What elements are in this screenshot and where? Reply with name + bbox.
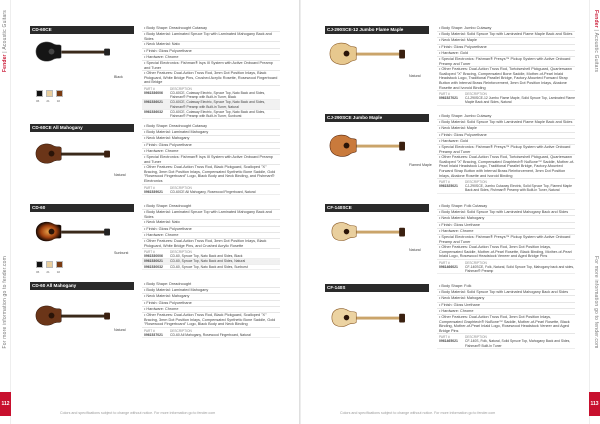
spec-item: • Body Shape: Dreadnought (142, 282, 280, 288)
spec-item: • Finish: Gloss Polyurethane (142, 227, 280, 233)
parts-header: PART # DESCRIPTION (439, 335, 487, 340)
spec-item: • Other Features: Dual-Action Truss Rod, 3mm Dot Position Inlays, Compensated Graphtech® NuBone™ Saddle, Mother-of-Pearl Rosette, Black Binding, Mother-of-Pearl Inlaid Logo, Rosewood Headstock Veneer and Aged Bridge Pins (437, 315, 575, 334)
spec-item: • Hardware: Gold (437, 139, 575, 145)
spec-item: • Other Features: Dual-Action Truss Rod, 3mm Dot Position Inlays, Compensated Saddle, Mother-of-Pearl Rosette, Black Binding, Mother-of-Pearl Inlaid Logo, Rosewood Headstock Veneer and Aged Bridge Pins (437, 245, 575, 260)
part-row: 0961530021 CD-60, Spruce Top, Nato Back and Sides, Natural (142, 259, 280, 264)
spec-item: • Body Material: Solid Spruce Top with Laminated Mahogany Back and Sides (437, 290, 575, 296)
product-title: CD-60 (30, 204, 134, 212)
guitar-image (327, 38, 405, 73)
spec-item: • Body Shape: Dreadnought Cutaway (142, 26, 280, 32)
product-block (325, 114, 577, 210)
spec-item: • Hardware: Chrome (437, 229, 575, 235)
spec-item: • Body Material: Laminated Mahogany (142, 288, 280, 294)
swatch-black (36, 90, 43, 97)
part-row: 0961466021 CF-140SCE, Folk, Natural, Solid Spruce Top, Mahogany back and sides, Fishman® Preamp (439, 264, 575, 274)
spec-item: • Special Electronics: Fishman® Isys III System with Active Onboard Preamp and Tuner (142, 61, 280, 71)
spec-item: • Hardware: Chrome (142, 307, 280, 313)
spine-url-text: For more information go to fender.com (2, 256, 8, 349)
finish-label: Natural (409, 74, 421, 78)
spec-item: • Hardware: Chrome (142, 233, 280, 239)
spec-item: • Neck Material: Mahogany (437, 296, 575, 302)
spec-item: • Other Features: Dual-Action Truss Rod, Tortoiseshell Pickguard, Quartersawn Scalloped "X" Bracing, Compensated Graphtech® NuBone™ Saddle, Mother-of-Pearl Inlaid Headstock Logo, Traditional Parallel Bridge, Factory-Mounted Forward Strap Button with Internal Brass Reinforcement, 3mm Dot Position Inlays, Abalone Rosette and Ivoroid Binding (439, 155, 575, 178)
product-title: CD-60CE All Mahogany (30, 124, 134, 132)
part-row: 0961536006 CD-60CE, Cutaway Electric, Spruce Top, Nato Back and Sides, Fishman® Preamp with Built-in Tuner, Black (142, 91, 280, 100)
spec-list (142, 124, 280, 195)
spec-item: • Neck Material: Maple (437, 126, 575, 132)
finish-label: Natural (114, 173, 126, 177)
spec-item: • Other Features: Dual-Action Truss Rod, 3mm Dot Position Inlays, Black Pickguard, White Bridge Pins, and Crushed Acrylic Rosette (142, 239, 280, 249)
page-number: 112 (0, 392, 11, 416)
product-title: CD-60 All Mahogany (30, 282, 134, 290)
part-row: 0961527021 CJ-290SCE-12 Jumbo Flame Maple, Solid Spruce Top, Laminated Flame Maple Back and Sides, Natural (439, 96, 575, 105)
product-block (30, 282, 280, 362)
product-block (30, 204, 280, 280)
spec-item: • Body Material: Laminated Spruce Top with Laminated Mahogany Back and Sides (142, 32, 280, 42)
swatch-natural (46, 90, 53, 97)
parts-header: PART # DESCRIPTION (439, 260, 487, 265)
footer-note: Colors and specifications subject to change without notice. For more information go to fender.com (60, 411, 216, 415)
product-title: CF-140SCE (325, 204, 429, 212)
spec-item: • Neck Material: Nato (142, 42, 280, 48)
spec-item: • Body Shape: Jumbo Cutaway (437, 26, 575, 32)
page-number: 113 (589, 392, 600, 416)
part-row: 0961537021 CD-60 All Mahogany, Rosewood Fingerboard, Natural (142, 333, 280, 338)
swatch-natural (46, 261, 53, 268)
product-title: CJ-290SCE Jumbo Maple (325, 114, 429, 122)
spec-item: • Finish: Gloss Polyurethane (437, 45, 575, 51)
spec-list (437, 204, 575, 274)
spec-item: • Hardware: Chrome (142, 149, 280, 155)
spec-item: • Body Material: Solid Spruce Top with Laminated Flame Maple Back and Sides (437, 32, 575, 38)
spec-item: • Other Features: Dual-Action Truss Rod, Black Pickguard, Scalloped "X" Bracing, 3mm Dot Position Inlays, Compensated Synthetic Bone Saddle, Gold "Rosewood Fingerboard" Logo, Black Body and Neck Binding (142, 313, 280, 328)
finish-label: Flamed Maple (409, 163, 432, 167)
swatch-black (36, 261, 43, 268)
part-row: 0961539021 CD-60CE All Mahogany, Rosewood Fingerboard, Natural (142, 190, 280, 195)
spec-item: • Special Electronics: Fishman® Presys™ Pickup System with Active Onboard Preamp and Tuner (437, 57, 575, 67)
guitar-image (327, 130, 405, 165)
finish-swatches (36, 261, 63, 268)
finish-label: Natural (409, 248, 421, 252)
product-title: CF-140S (325, 284, 429, 292)
spec-item: • Body Shape: Dreadnought (142, 204, 280, 210)
parts-header: PART # DESCRIPTION (144, 86, 192, 91)
spec-item: • Body Material: Laminated Mahogany (142, 130, 280, 136)
finish-label: Natural (114, 328, 126, 332)
guitar-image (327, 302, 405, 337)
spec-item: • Finish: Gloss Polyurethane (142, 143, 280, 149)
parts-header: PART # DESCRIPTION (144, 328, 192, 333)
spec-list (437, 26, 575, 106)
swatch-sunburst (56, 261, 63, 268)
spec-item: • Hardware: Gold (437, 51, 575, 57)
spec-item: • Neck Material: Mahogany (437, 216, 575, 222)
spec-item: • Other Features: Dual-Action Truss Rod, Black Pickguard, Scalloped "X" Bracing, 3mm Dot Position Inlays, Compensated Synthetic Bone Saddle, Gold "Rosewood Fingerboard" Logo, Black Body and Neck Binding, and Fishman® Electronics (142, 165, 280, 184)
spec-item: • Hardware: Chrome (437, 309, 575, 315)
finish-label: Sunburst (114, 251, 129, 255)
spine-url-text: For more information go to fender.com (593, 256, 599, 349)
spec-item: • Neck Material: Maple (437, 38, 575, 44)
page-gutter (299, 0, 301, 424)
spec-item: • Body Shape: Folk (437, 284, 575, 290)
spec-item: • Neck Material: Mahogany (142, 136, 280, 142)
swatch-labels: 06 21 32 (36, 270, 61, 274)
parts-header: PART # DESCRIPTION (144, 250, 192, 255)
parts-header: PART # DESCRIPTION (144, 185, 192, 190)
guitar-image (327, 216, 405, 251)
swatch-labels: 06 21 32 (36, 99, 61, 103)
spec-item: • Body Material: Solid Spruce Top with Laminated Mahogany Back and Sides (437, 210, 575, 216)
spec-item: • Special Electronics: Fishman® Presys™ Pickup System with Active Onboard Preamp and Tuner (437, 235, 575, 245)
finish-swatches (36, 90, 63, 97)
spec-item: • Body Shape: Dreadnought Cutaway (142, 124, 280, 130)
product-block (325, 284, 577, 364)
product-title: CJ-290SCE-12 Jumbo Flame Maple (325, 26, 429, 34)
spine-section-label: Fender | Acoustic Guitars (593, 10, 599, 73)
product-title: CD-60CE (30, 26, 134, 34)
spec-item: • Body Material: Laminated Spruce Top with Laminated Mahogany Back and Sides (142, 210, 280, 220)
spec-item: • Finish: Gloss Polyurethane (142, 49, 280, 55)
spec-item: • Body Shape: Folk Cutaway (437, 204, 575, 210)
spec-item: • Finish: Gloss Polyurethane (437, 133, 575, 139)
spec-item: • Special Electronics: Fishman® Isys III System with Active Onboard Preamp and Tuner (142, 155, 280, 165)
spec-list (142, 204, 280, 270)
guitar-image (32, 138, 110, 173)
spec-list (437, 114, 575, 194)
spec-list (437, 284, 575, 349)
part-row: 0961530006 CD-60, Spruce Top, Nato Back and Sides, Black (142, 254, 280, 259)
right-spine (589, 0, 600, 424)
spec-item: • Other Features: Dual-Action Truss Rod, Tortoiseshell Pickguard, Quartersawn Scalloped "X" Bracing, Compensated Bone Saddle, Mother-of-Pearl Inlaid Headstock Logo, Traditional Parallel Bridge, Factory-Mounted Forward Strap Button with Internal Brass Reinforcement, 3mm Dot Position Inlays, Abalone Rosette and Ivoroid Binding (437, 67, 575, 91)
spec-item: • Body Shape: Jumbo Cutaway (437, 114, 575, 120)
spec-list (142, 26, 280, 119)
guitar-image (32, 300, 110, 335)
spec-item: • Neck Material: Nato (142, 220, 280, 226)
spec-item: • Hardware: Chrome (142, 55, 280, 61)
guitar-image (32, 36, 110, 71)
spec-item: • Other Features: Dual-Action Truss Rod, 3mm Dot Position Inlays, Black Pickguard, White Bridge Pins, Crushed Acrylic Rosette, Rosewood Fingerboard and Bridge (142, 71, 280, 86)
part-row: 0961465021 CF-140S, Folk, Natural, Solid Spruce Top, Mahogany Back and Sides, Fishman® Built-In Tuner (437, 339, 575, 348)
part-row: 0961530032 CD-60, Spruce Top, Nato Back and Sides, Sunburst (142, 265, 280, 270)
spec-item: • Finish: Gloss Polyurethane (142, 301, 280, 307)
product-block (30, 124, 280, 200)
spec-item: • Finish: Gloss Urethane (437, 223, 575, 229)
spec-list (142, 282, 280, 338)
left-spine (0, 0, 11, 424)
parts-header: PART # DESCRIPTION (439, 92, 487, 97)
spec-item: • Neck Material: Mahogany (142, 294, 280, 300)
parts-header: PART # DESCRIPTION (439, 180, 487, 185)
product-block (325, 204, 577, 280)
part-row: 0961536021 CD-60CE, Cutaway Electric, Spruce Top, Nato Back and Sides, Fishman® Preamp with Built-in Tuner, Natural (142, 100, 280, 109)
spec-item: • Body Material: Solid Spruce Top with Laminated Flame Maple Back and Sides (437, 120, 575, 126)
spec-item: • Special Electronics: Fishman® Presys™ Pickup System with Active Onboard Preamp and Tuner (437, 145, 575, 155)
guitar-image (32, 216, 110, 251)
part-row: 0961525021 CJ-290SCE, Jumbo Cutaway Electric, Solid Spruce Top, Flamed Maple Back and Sides, Fishman® Preamp with Built-In Tuner, Natural (437, 184, 575, 193)
finish-label: Black (114, 75, 123, 79)
part-row: 0961536032 CD-60CE, Cutaway Electric, Spruce Top, Nato Back and Sides, Fishman® Preamp with Built-in Tuner, Sunburst (142, 110, 280, 119)
spec-item: • Finish: Gloss Urethane (437, 303, 575, 309)
spine-section-label: Fender | Acoustic Guitars (2, 10, 8, 73)
product-block (325, 26, 577, 108)
footer-note: Colors and specifications subject to change without notice. For more information go to fender.com (340, 411, 496, 415)
product-block (30, 26, 280, 118)
swatch-sunburst (56, 90, 63, 97)
